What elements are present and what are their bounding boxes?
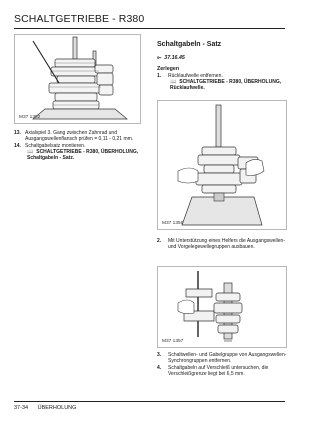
figure-gearbox-assembly (14, 34, 141, 124)
operation-code (157, 55, 185, 62)
step-1 (157, 73, 287, 92)
step-14 (14, 143, 140, 162)
step-number: 2. (157, 238, 162, 244)
figure-selector-forks (157, 266, 287, 348)
step-2 (157, 238, 287, 250)
header-divider (14, 28, 285, 29)
page-footer (14, 405, 84, 411)
step-number: 4. (157, 364, 162, 371)
wrench-icon: ⟜ (157, 55, 162, 61)
footer-divider (14, 401, 285, 402)
step-text: Axialspiel 3. Gang zwischen Zahnrad und Ausgangswellenflansch prüfen = 0,11 - 0,21 mm. (25, 130, 134, 143)
step-text: Schaltgabelsatz montieren. (25, 142, 86, 149)
page-header-title: SCHALTGETRIEBE - R380 (14, 13, 145, 25)
subheading: Zerlegen (157, 66, 180, 72)
right-steps-a (157, 73, 287, 92)
left-steps (14, 130, 140, 162)
step-4 (157, 365, 287, 377)
book-icon: 📖 (170, 79, 177, 86)
selector-forks-illustration (158, 267, 286, 347)
step-number: 3. (157, 352, 162, 358)
cross-reference-link[interactable] (25, 149, 140, 161)
book-icon: 📖 (27, 149, 34, 156)
step-number: 13. (14, 130, 21, 136)
shaft-removal-illustration (158, 101, 286, 229)
step-3 (157, 352, 287, 364)
step-13 (14, 130, 140, 142)
right-steps-c (157, 352, 287, 378)
step-number: 14. (14, 142, 21, 149)
cross-reference-text: SCHALTGETRIEBE - R380, ÜBERHOLUNG, Rücklaufwelle. (170, 79, 282, 92)
section-title: Schaltgabeln - Satz (157, 41, 222, 48)
operation-code-text: 37.16.45 (164, 55, 185, 61)
figure-shaft-removal (157, 100, 287, 230)
figure-label: M37 1357 (162, 339, 184, 344)
step-text: Rücklaufwelle entfernen. (168, 73, 223, 79)
figure-label: M37 1382 (19, 115, 41, 120)
right-steps-b (157, 238, 287, 251)
step-text: Schaltwellen- und Gabelgruppe von Ausgangswellen- Synchrongruppen entfernen. (168, 352, 287, 365)
cross-reference-text: SCHALTGETRIEBE - R380, ÜBERHOLUNG, Schaltgabeln - Satz. (27, 149, 139, 162)
figure-label: M37 1359 (162, 221, 184, 226)
page-number: 37-34 (14, 405, 29, 411)
step-text: Mit Unterstützung eines Helfers die Ausgangswellen- und Vorgelegewellegruppen ausbauen. (168, 238, 286, 251)
cross-reference-link[interactable] (168, 79, 287, 91)
step-number: 1. (157, 73, 162, 79)
step-text: Schaltgabeln auf Verschleiß untersuchen, die Verschleißgrenze liegt bei 6,5 mm. (168, 364, 269, 378)
footer-section: ÜBERHOLUNG (37, 405, 77, 411)
gearbox-assembly-illustration (15, 35, 140, 123)
